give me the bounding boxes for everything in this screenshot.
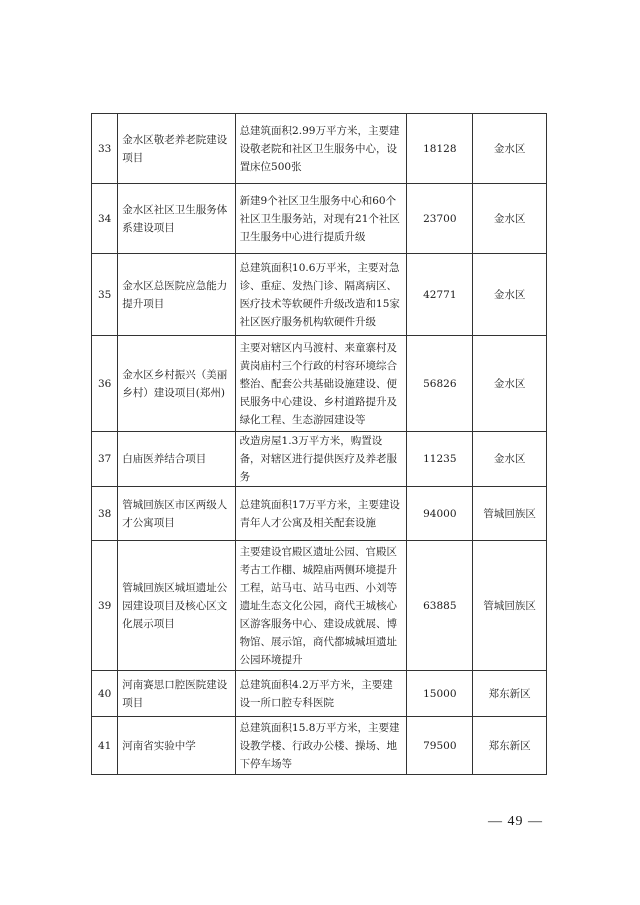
page-number: — 49 — <box>488 814 543 829</box>
row-number: 37 <box>92 432 118 487</box>
project-name: 管城回族区市区两级人才公寓项目 <box>118 487 235 541</box>
table-row <box>92 114 547 184</box>
table-row <box>92 184 547 254</box>
investment-amount: 15000 <box>407 671 473 717</box>
project-table <box>91 113 547 775</box>
investment-amount: 79500 <box>407 717 473 775</box>
table-row <box>92 671 547 717</box>
investment-amount: 63885 <box>407 541 473 671</box>
table-row <box>92 487 547 541</box>
region: 金水区 <box>473 432 547 487</box>
project-content: 新建9个社区卫生服务中心和60个社区卫生服务站，对现有21个社区卫生服务中心进行提质升级 <box>235 184 407 254</box>
investment-amount: 94000 <box>407 487 473 541</box>
row-number: 36 <box>92 336 118 432</box>
investment-amount: 42771 <box>407 254 473 336</box>
project-content: 主要对辖区内马渡村、来童寨村及黄岗庙村三个行政的村容环境综合整治、配套公共基础设施建设、便民服务中心建设、乡村道路提升及绿化工程、生态游园建设等 <box>235 336 407 432</box>
row-number: 41 <box>92 717 118 775</box>
row-number: 34 <box>92 184 118 254</box>
region: 金水区 <box>473 336 547 432</box>
row-number: 39 <box>92 541 118 671</box>
row-number: 38 <box>92 487 118 541</box>
project-content: 总建筑面积17万平方米，主要建设青年人才公寓及相关配套设施 <box>235 487 407 541</box>
project-name: 河南赛思口腔医院建设项目 <box>118 671 235 717</box>
region: 管城回族区 <box>473 541 547 671</box>
table-row <box>92 432 547 487</box>
project-content: 主要建设官殿区遗址公园、官殿区考古工作棚、城隍庙两侧环境提升工程，站马屯、站马屯西、小刘等遗址生态文化公园，商代王城核心区游客服务中心、建设成就展、博物馆、展示馆，商代都城城垣遗址公园环境提升 <box>235 541 407 671</box>
project-name: 金水区社区卫生服务体系建设项目 <box>118 184 235 254</box>
project-name: 金水区乡村振兴（美丽乡村）建设项目(郑州) <box>118 336 235 432</box>
project-name: 白庙医养结合项目 <box>118 432 235 487</box>
table-row <box>92 541 547 671</box>
region: 金水区 <box>473 254 547 336</box>
project-content: 改造房屋1.3万平方米，购置设备，对辖区进行提供医疗及养老服务 <box>235 432 407 487</box>
region: 郑东新区 <box>473 717 547 775</box>
row-number: 40 <box>92 671 118 717</box>
project-name: 金水区总医院应急能力提升项目 <box>118 254 235 336</box>
project-content: 总建筑面积10.6万平米，主要对急诊、重症、发热门诊、隔离病区、医疗技术等软硬件升级改造和15家社区医疗服务机构软硬件升级 <box>235 254 407 336</box>
region: 金水区 <box>473 184 547 254</box>
project-name: 管城回族区城垣遗址公园建设项目及核心区文化展示项目 <box>118 541 235 671</box>
project-name: 河南省实验中学 <box>118 717 235 775</box>
row-number: 33 <box>92 114 118 184</box>
project-content: 总建筑面积4.2万平方米，主要建设一所口腔专科医院 <box>235 671 407 717</box>
investment-amount: 11235 <box>407 432 473 487</box>
project-content: 总建筑面积15.8万平方米，主要建设教学楼、行政办公楼、操场、地下停车场等 <box>235 717 407 775</box>
table-row <box>92 336 547 432</box>
project-content: 总建筑面积2.99万平方米，主要建设敬老院和社区卫生服务中心，设置床位500张 <box>235 114 407 184</box>
investment-amount: 23700 <box>407 184 473 254</box>
investment-amount: 56826 <box>407 336 473 432</box>
region: 郑东新区 <box>473 671 547 717</box>
region: 金水区 <box>473 114 547 184</box>
project-name: 金水区敬老养老院建设项目 <box>118 114 235 184</box>
row-number: 35 <box>92 254 118 336</box>
project-table-body <box>92 114 547 775</box>
table-row <box>92 717 547 775</box>
table-row <box>92 254 547 336</box>
region: 管城回族区 <box>473 487 547 541</box>
investment-amount: 18128 <box>407 114 473 184</box>
